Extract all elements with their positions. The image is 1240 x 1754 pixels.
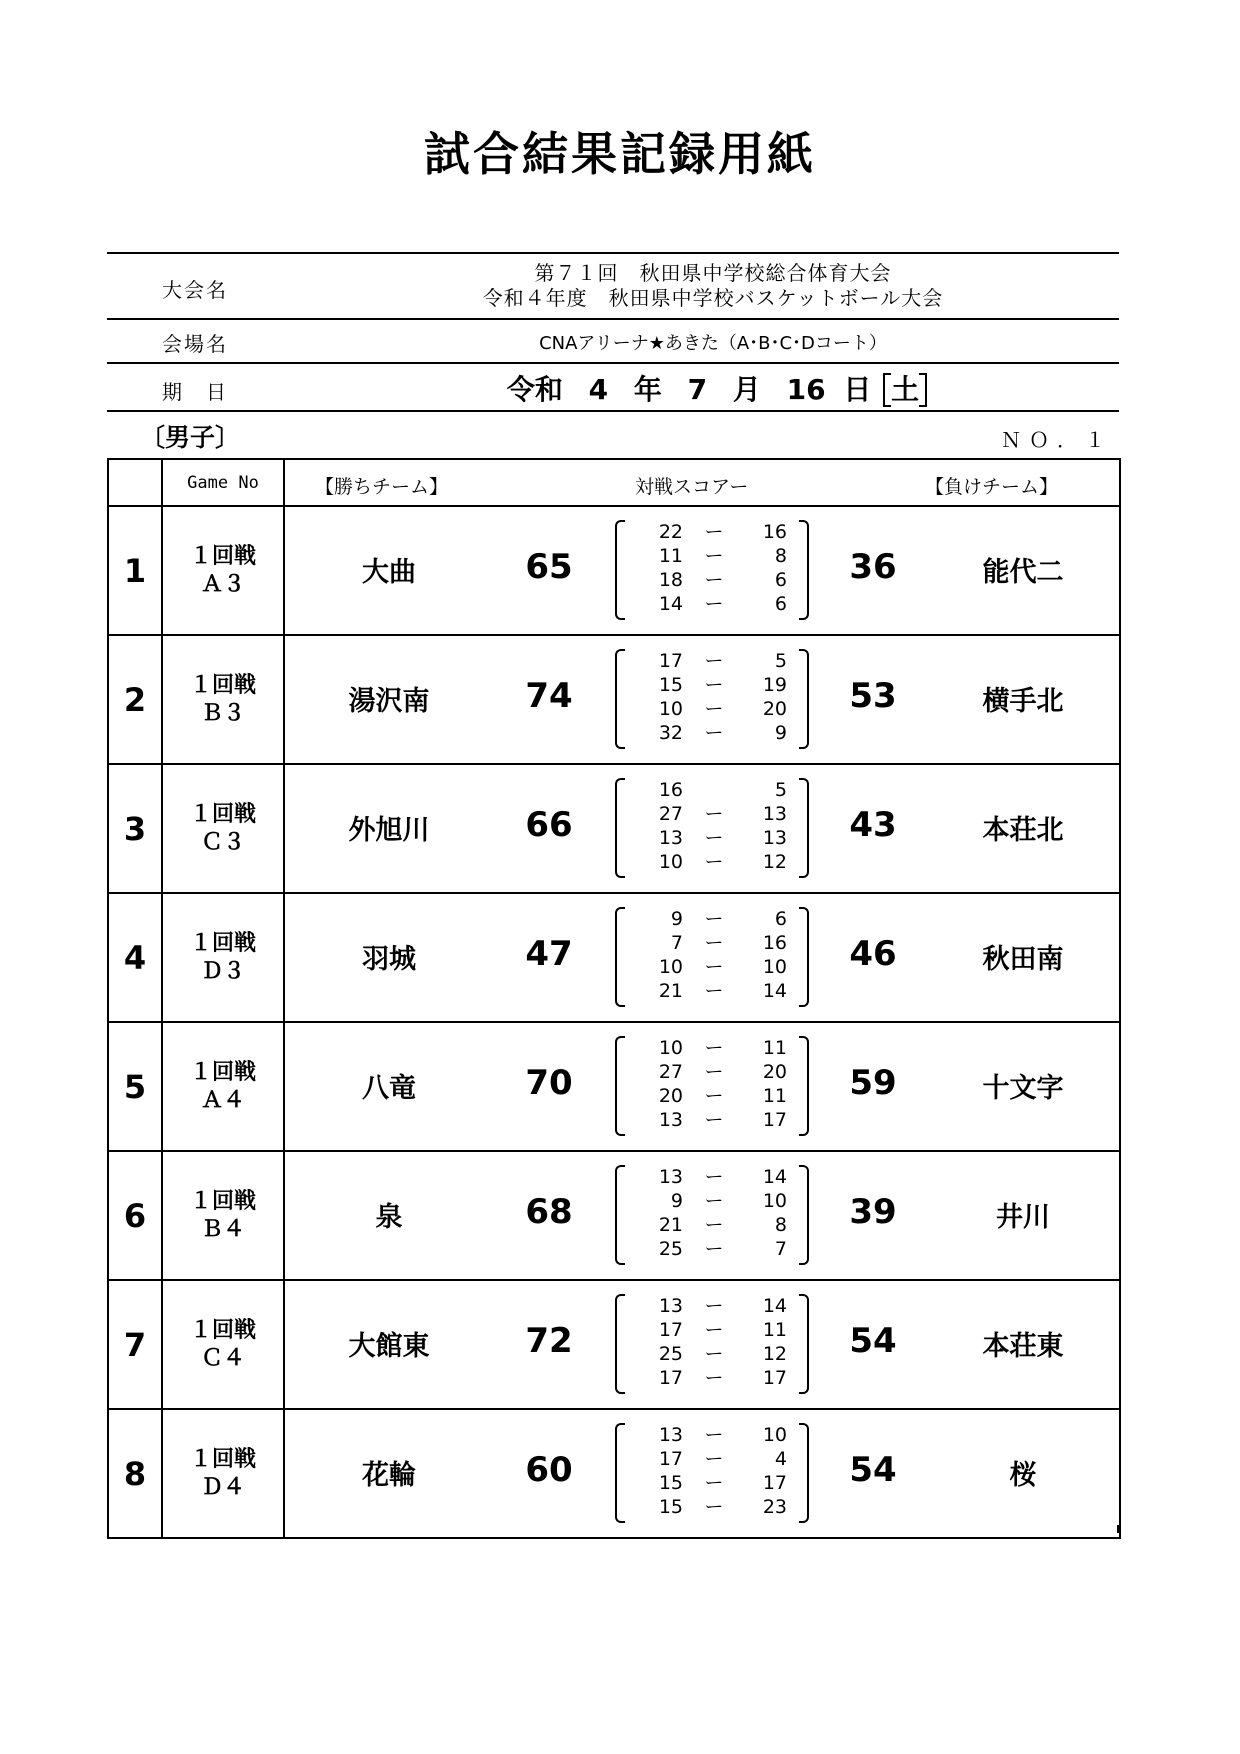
quarter-winner-points: 9 — [670, 908, 683, 930]
quarter-score — [603, 1318, 821, 1342]
tournament-name — [307, 261, 1119, 311]
header-loser: 【負けチーム】 — [925, 476, 1059, 498]
game-index: 8 — [108, 1409, 162, 1538]
loser-score: 39 — [849, 1192, 897, 1232]
game-index: 5 — [108, 1022, 162, 1151]
quarter-winner-points: 16 — [658, 779, 683, 801]
date-era: 令和 — [506, 373, 563, 406]
quarter-score — [603, 721, 821, 745]
date-label: 期 日 — [162, 380, 228, 404]
quarter-winner-points: 17 — [658, 1448, 683, 1470]
table-continuation-line — [161, 1525, 163, 1533]
game-index: 2 — [108, 635, 162, 764]
quarter-loser-points: 14 — [762, 1295, 787, 1317]
quarter-dash: ー — [704, 1037, 724, 1059]
date-value — [307, 368, 1119, 408]
quarter-loser-points: 12 — [762, 1343, 787, 1365]
quarter-loser-points: 4 — [774, 1448, 787, 1470]
game-round: １回戦 — [189, 930, 256, 956]
table-continuation-line — [107, 1525, 109, 1533]
quarter-dash: ー — [704, 1109, 724, 1131]
quarter-score — [603, 1213, 821, 1237]
quarter-score — [603, 673, 821, 697]
game-number — [162, 893, 284, 1022]
loser-score: 53 — [849, 676, 897, 716]
game-index: 7 — [108, 1280, 162, 1409]
quarter-scores — [603, 1165, 821, 1265]
quarter-dash: ー — [704, 1343, 724, 1365]
tournament-label: 大会名 — [162, 278, 228, 302]
quarter-dash: ー — [704, 1472, 724, 1494]
winner-team: 外旭川 — [348, 815, 430, 846]
quarter-scores — [603, 649, 821, 749]
quarter-score — [603, 1447, 821, 1471]
quarter-loser-points: 17 — [762, 1109, 787, 1131]
winner-team: 大館東 — [348, 1331, 430, 1362]
header-winner: 【勝ちチーム】 — [315, 476, 449, 498]
quarter-winner-points: 21 — [658, 1214, 683, 1236]
tournament-name-line2: 令和４年度 秋田県中学校バスケットボール大会 — [482, 286, 944, 310]
quarter-loser-points: 23 — [762, 1496, 787, 1518]
game-round: １回戦 — [189, 1317, 256, 1343]
date-month-unit: 月 — [732, 373, 761, 406]
winner-score: 60 — [525, 1450, 573, 1490]
winner-score: 68 — [525, 1192, 573, 1232]
quarter-dash: ー — [704, 545, 724, 567]
header-index — [108, 459, 162, 506]
quarter-loser-points: 13 — [762, 803, 787, 825]
quarter-dash: ー — [704, 980, 724, 1002]
quarter-winner-points: 22 — [658, 521, 683, 543]
quarter-loser-points: 6 — [774, 908, 787, 930]
winner-team: 羽城 — [362, 944, 416, 975]
quarter-dash: ー — [704, 674, 724, 696]
loser-score: 43 — [849, 805, 897, 845]
game-code: Ａ３ — [200, 571, 245, 597]
quarter-dash: ー — [704, 803, 724, 825]
game-code: Ｂ３ — [200, 700, 245, 726]
tournament-row — [107, 252, 1119, 320]
quarter-score — [603, 907, 821, 931]
quarter-loser-points: 9 — [774, 722, 787, 744]
game-row — [108, 893, 1120, 1022]
quarter-score — [603, 826, 821, 850]
winner-team: 花輪 — [362, 1460, 416, 1491]
loser-team: 秋田南 — [982, 944, 1064, 975]
page-title: 試合結果記録用紙 — [424, 127, 816, 181]
game-code: Ｄ４ — [200, 1474, 245, 1500]
winner-score: 65 — [525, 547, 573, 587]
quarter-winner-points: 20 — [658, 1085, 683, 1107]
quarter-score — [603, 931, 821, 955]
quarter-score — [603, 1084, 821, 1108]
quarter-winner-points: 17 — [658, 1319, 683, 1341]
winner-score: 70 — [525, 1063, 573, 1103]
quarter-score — [603, 955, 821, 979]
venue-label: 会場名 — [162, 332, 228, 356]
quarter-loser-points: 11 — [762, 1085, 787, 1107]
quarter-score — [603, 697, 821, 721]
quarter-loser-points: 12 — [762, 851, 787, 873]
document-number: ＮＯ．１ — [1001, 428, 1113, 452]
quarter-loser-points: 7 — [774, 1238, 787, 1260]
game-row — [108, 635, 1120, 764]
quarter-score — [603, 1036, 821, 1060]
game-code: Ｃ３ — [200, 829, 245, 855]
quarter-score — [603, 544, 821, 568]
quarter-loser-points: 16 — [762, 932, 787, 954]
quarter-dash: ー — [704, 698, 724, 720]
quarter-winner-points: 10 — [658, 956, 683, 978]
quarter-loser-points: 8 — [774, 545, 787, 567]
section-label: 〔男子〕 — [140, 423, 241, 452]
quarter-scores — [603, 1036, 821, 1136]
game-row — [108, 764, 1120, 893]
game-round: １回戦 — [189, 672, 256, 698]
quarter-score — [603, 1189, 821, 1213]
winner-score: 72 — [525, 1321, 573, 1361]
quarter-score — [603, 1366, 821, 1390]
quarter-winner-points: 18 — [658, 569, 683, 591]
table-continuation-line — [1117, 1525, 1119, 1533]
quarter-winner-points: 9 — [670, 1190, 683, 1212]
game-index: 6 — [108, 1151, 162, 1280]
quarter-loser-points: 10 — [762, 1424, 787, 1446]
quarter-score — [603, 1342, 821, 1366]
quarter-score — [603, 592, 821, 616]
loser-score: 46 — [849, 934, 897, 974]
game-result — [284, 1022, 1120, 1151]
quarter-score — [603, 778, 821, 802]
quarter-loser-points: 10 — [762, 956, 787, 978]
quarter-dash: ー — [704, 1367, 724, 1389]
quarter-score — [603, 1471, 821, 1495]
header-score: 対戦スコアー — [635, 476, 749, 498]
winner-team: 大曲 — [362, 557, 416, 588]
quarter-dash: ー — [704, 1448, 724, 1470]
game-number — [162, 1280, 284, 1409]
winner-score: 74 — [525, 676, 573, 716]
date-day: 16 — [786, 373, 826, 406]
quarter-dash: ー — [704, 1085, 724, 1107]
winner-team: 八竜 — [362, 1073, 416, 1104]
quarter-score — [603, 1060, 821, 1084]
loser-team: 井川 — [996, 1202, 1050, 1233]
loser-score: 36 — [849, 547, 897, 587]
quarter-score — [603, 1294, 821, 1318]
game-code: Ａ４ — [200, 1087, 245, 1113]
quarter-dash: ー — [704, 521, 724, 543]
quarter-score — [603, 1108, 821, 1132]
loser-team: 十文字 — [982, 1073, 1064, 1104]
quarter-loser-points: 14 — [762, 980, 787, 1002]
quarter-winner-points: 15 — [658, 1472, 683, 1494]
quarter-winner-points: 11 — [658, 545, 683, 567]
quarter-dash: ー — [704, 1424, 724, 1446]
quarter-dash: ー — [704, 650, 724, 672]
loser-score: 54 — [849, 1450, 897, 1490]
game-index: 3 — [108, 764, 162, 893]
quarter-winner-points: 13 — [658, 1295, 683, 1317]
quarter-score — [603, 1237, 821, 1261]
quarter-winner-points: 13 — [658, 1109, 683, 1131]
loser-team: 本荘東 — [982, 1331, 1064, 1362]
quarter-loser-points: 20 — [762, 698, 787, 720]
date-month: 7 — [687, 373, 708, 406]
game-row — [108, 1409, 1120, 1538]
game-code: Ｃ４ — [200, 1345, 245, 1371]
game-result — [284, 506, 1120, 635]
quarter-loser-points: 5 — [774, 650, 787, 672]
quarter-scores — [603, 1294, 821, 1394]
quarter-dash: ー — [704, 827, 724, 849]
game-round: １回戦 — [189, 1446, 256, 1472]
loser-team: 本荘北 — [982, 815, 1064, 846]
game-round: １回戦 — [189, 801, 256, 827]
quarter-dash: ー — [704, 1238, 724, 1260]
quarter-scores — [603, 778, 821, 878]
quarter-winner-points: 25 — [658, 1343, 683, 1365]
quarter-dash: ー — [704, 1319, 724, 1341]
quarter-score — [603, 1495, 821, 1519]
date-year-unit: 年 — [633, 373, 662, 406]
quarter-winner-points: 10 — [658, 851, 683, 873]
quarter-winner-points: 21 — [658, 980, 683, 1002]
loser-score: 54 — [849, 1321, 897, 1361]
game-code: Ｄ３ — [200, 958, 245, 984]
quarter-score — [603, 850, 821, 874]
game-result — [284, 1409, 1120, 1538]
quarter-dash: ー — [704, 722, 724, 744]
winner-team: 湯沢南 — [348, 686, 430, 717]
quarter-winner-points: 25 — [658, 1238, 683, 1260]
quarter-loser-points: 16 — [762, 521, 787, 543]
game-number — [162, 1151, 284, 1280]
game-number — [162, 506, 284, 635]
quarter-winner-points: 17 — [658, 1367, 683, 1389]
quarter-scores — [603, 907, 821, 1007]
quarter-loser-points: 17 — [762, 1367, 787, 1389]
quarter-dash: ー — [704, 932, 724, 954]
quarter-dash: ー — [704, 851, 724, 873]
venue-name: CNAアリーナ★あきた（A･B･C･Dコート） — [539, 333, 887, 354]
game-result — [284, 1151, 1120, 1280]
quarter-dash: ー — [704, 1061, 724, 1083]
quarter-winner-points: 15 — [658, 674, 683, 696]
game-number — [162, 764, 284, 893]
game-row — [108, 1151, 1120, 1280]
game-index: 1 — [108, 506, 162, 635]
quarter-loser-points: 10 — [762, 1190, 787, 1212]
game-index: 4 — [108, 893, 162, 1022]
quarter-winner-points: 10 — [658, 698, 683, 720]
quarter-winner-points: 13 — [658, 1166, 683, 1188]
quarter-dash: ー — [704, 1295, 724, 1317]
quarter-loser-points: 13 — [762, 827, 787, 849]
game-row — [108, 1280, 1120, 1409]
date-weekday: 土 — [883, 373, 927, 407]
quarter-score — [603, 1423, 821, 1447]
date-row — [107, 364, 1119, 412]
game-round: １回戦 — [189, 1059, 256, 1085]
quarter-loser-points: 11 — [762, 1319, 787, 1341]
quarter-dash: ー — [704, 956, 724, 978]
quarter-loser-points: 20 — [762, 1061, 787, 1083]
quarter-winner-points: 15 — [658, 1496, 683, 1518]
loser-team: 能代二 — [982, 557, 1064, 588]
quarter-dash: ー — [704, 1190, 724, 1212]
header-game-no: Game No — [162, 459, 284, 506]
quarter-dash: ー — [704, 593, 724, 615]
table-continuation-line — [283, 1525, 285, 1533]
game-result — [284, 764, 1120, 893]
quarter-dash: ー — [704, 1496, 724, 1518]
quarter-loser-points: 17 — [762, 1472, 787, 1494]
game-result — [284, 1280, 1120, 1409]
quarter-dash: ー — [704, 1166, 724, 1188]
quarter-loser-points: 5 — [774, 779, 787, 801]
game-result — [284, 893, 1120, 1022]
game-code: Ｂ４ — [200, 1216, 245, 1242]
quarter-score — [603, 1165, 821, 1189]
game-result — [284, 635, 1120, 764]
quarter-loser-points: 8 — [774, 1214, 787, 1236]
quarter-scores — [603, 520, 821, 620]
quarter-dash: ー — [704, 1214, 724, 1236]
winner-team: 泉 — [375, 1202, 403, 1233]
winner-score: 47 — [525, 934, 573, 974]
quarter-loser-points: 6 — [774, 593, 787, 615]
game-row — [108, 1022, 1120, 1151]
game-row — [108, 506, 1120, 635]
quarter-dash: ー — [704, 569, 724, 591]
game-number — [162, 635, 284, 764]
quarter-winner-points: 7 — [670, 932, 683, 954]
table-header-row — [108, 459, 1120, 506]
quarter-winner-points: 17 — [658, 650, 683, 672]
date-year: 4 — [588, 373, 609, 406]
quarter-loser-points: 14 — [762, 1166, 787, 1188]
quarter-winner-points: 32 — [658, 722, 683, 744]
quarter-scores — [603, 1423, 821, 1523]
quarter-winner-points: 27 — [658, 1061, 683, 1083]
game-round: １回戦 — [189, 1188, 256, 1214]
quarter-loser-points: 6 — [774, 569, 787, 591]
venue-row — [107, 318, 1119, 364]
tournament-name-line1: 第７１回 秋田県中学校総合体育大会 — [534, 261, 892, 285]
quarter-score — [603, 802, 821, 826]
quarter-loser-points: 19 — [762, 674, 787, 696]
quarter-winner-points: 13 — [658, 1424, 683, 1446]
winner-score: 66 — [525, 805, 573, 845]
quarter-winner-points: 10 — [658, 1037, 683, 1059]
loser-score: 59 — [849, 1063, 897, 1103]
loser-team: 桜 — [1009, 1460, 1037, 1491]
quarter-score — [603, 979, 821, 1003]
loser-team: 横手北 — [982, 686, 1064, 717]
game-number — [162, 1022, 284, 1151]
game-round: １回戦 — [189, 543, 256, 569]
quarter-winner-points: 14 — [658, 593, 683, 615]
game-number — [162, 1409, 284, 1538]
header-main — [284, 459, 1120, 506]
quarter-dash: ー — [704, 908, 724, 930]
quarter-winner-points: 13 — [658, 827, 683, 849]
quarter-score — [603, 649, 821, 673]
results-table — [107, 458, 1121, 1539]
quarter-winner-points: 27 — [658, 803, 683, 825]
quarter-score — [603, 520, 821, 544]
quarter-score — [603, 568, 821, 592]
date-day-unit: 日 — [843, 373, 872, 406]
quarter-loser-points: 11 — [762, 1037, 787, 1059]
